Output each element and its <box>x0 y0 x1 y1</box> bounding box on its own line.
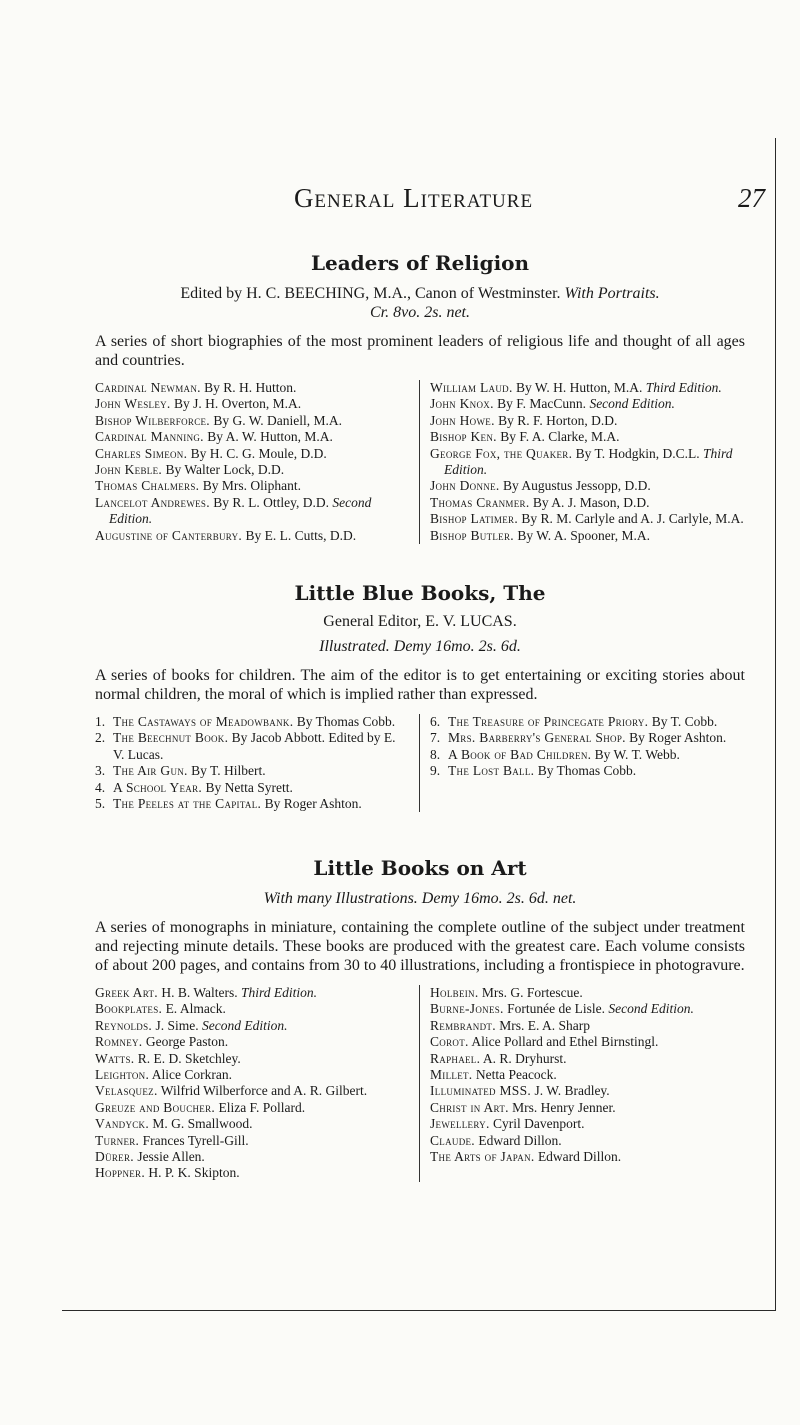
section-little-blue-books <box>95 580 745 812</box>
book-author: By R. F. Horton, D.D. <box>498 412 618 428</box>
book-edition: Second Edition. <box>608 1001 694 1017</box>
right-column <box>420 985 745 1182</box>
list-item <box>430 747 745 763</box>
list-item <box>430 1149 745 1165</box>
left-column <box>95 985 420 1182</box>
book-title: Cardinal Newman. <box>95 380 201 395</box>
book-title: John Howe. <box>430 412 495 428</box>
book-author: Fortunée de Lisle. <box>507 1001 605 1017</box>
book-author: By Roger Ashton. <box>264 796 362 812</box>
list-item <box>95 796 409 812</box>
book-title: Bishop Butler. <box>430 527 514 543</box>
list-item <box>430 1051 745 1067</box>
list-item <box>430 714 745 730</box>
book-title: Greuze and Boucher. <box>95 1099 216 1115</box>
list-item <box>430 1001 745 1017</box>
book-title: The Peeles at the Capital. <box>113 796 262 812</box>
book-title: The Air Gun. <box>113 763 188 779</box>
format-price: Cr. 8vo. 2s. net. <box>370 304 470 321</box>
item-body <box>113 730 409 763</box>
format-price: Illustrated. Demy 16mo. 2s. 6d. <box>319 638 521 655</box>
book-title: The Castaways of Meadowbank. <box>113 714 294 729</box>
right-column <box>420 714 745 812</box>
book-title: Vandyck. <box>95 1116 150 1132</box>
list-item <box>430 446 745 479</box>
book-title: Bishop Wilberforce. <box>95 412 210 428</box>
book-title: The Beechnut Book. <box>113 730 229 746</box>
book-title: A School Year. <box>113 779 203 795</box>
list-item <box>95 413 409 429</box>
book-title: William Laud. <box>430 380 513 395</box>
item-number: 3. <box>95 763 106 779</box>
book-title: Claude. <box>430 1132 475 1148</box>
list-item <box>95 380 409 396</box>
book-author: By R. M. Carlyle and A. J. Carlyle, M.A. <box>521 511 744 527</box>
book-author: By Augustus Jessopp, D.D. <box>502 478 651 494</box>
item-number: 6. <box>430 714 441 729</box>
left-column <box>95 714 420 812</box>
list-item <box>95 446 409 462</box>
book-author: By T. Cobb. <box>651 714 718 729</box>
list-item <box>95 985 409 1001</box>
item-body <box>113 796 362 812</box>
list-item <box>95 1018 409 1034</box>
book-author: Netta Peacock. <box>475 1067 557 1083</box>
list-item <box>430 1067 745 1083</box>
book-author: By F. MacCunn. <box>497 396 587 412</box>
book-author: By E. L. Cutts, D.D. <box>245 527 357 543</box>
book-author: R. E. D. Sketchley. <box>137 1050 241 1066</box>
book-title: Christ in Art. <box>430 1099 509 1115</box>
item-body <box>448 763 636 779</box>
book-title: The Lost Ball. <box>448 763 535 779</box>
item-number: 7. <box>430 730 441 746</box>
book-edition: Third Edition. <box>444 445 733 478</box>
book-author: A. R. Dryhurst. <box>482 1050 567 1066</box>
book-author: J. W. Bradley. <box>534 1083 610 1099</box>
list-item <box>95 730 409 763</box>
running-head <box>62 183 765 223</box>
book-title: Greek Art. <box>95 985 158 1000</box>
list-item <box>430 1018 745 1034</box>
book-title: Bishop Ken. <box>430 429 497 445</box>
list-item <box>430 1116 745 1132</box>
list-item <box>95 1149 409 1165</box>
book-title: Millet. <box>430 1067 473 1083</box>
list-item <box>430 985 745 1001</box>
editor-line: General Editor, E. V. LUCAS. <box>323 613 517 630</box>
list-item <box>95 1067 409 1083</box>
book-author: By T. Hodgkin, D.C.L. <box>575 445 700 461</box>
book-title: Thomas Chalmers. <box>95 478 200 494</box>
book-author: Alice Corkran. <box>151 1067 233 1083</box>
list-item <box>430 1083 745 1099</box>
section-title: Little Blue Books, The <box>294 581 546 605</box>
list-item <box>430 1133 745 1149</box>
list-item <box>430 380 745 396</box>
series-description: A series of monographs in miniature, containing the complete outline of the subject under treatment and rejecting minute details. These books are produced with the greatest care. Each volume consists of about 200 pages, and contains from 30 to 40 illustrations, including a frontispiece in photogravure. <box>95 919 745 974</box>
book-author: Alice Pollard and Ethel Birnstingl. <box>471 1034 659 1050</box>
book-title: Charles Simeon. <box>95 445 188 461</box>
list-item <box>430 413 745 429</box>
book-author: By A. W. Hutton, M.A. <box>207 429 333 445</box>
book-title: Augustine of Canterbury. <box>95 527 243 543</box>
book-author: E. Almack. <box>165 1001 226 1017</box>
list-item <box>430 478 745 494</box>
list-item <box>95 429 409 445</box>
book-edition: Second Edition. <box>201 1017 288 1033</box>
book-author: By R. H. Hutton. <box>204 380 297 395</box>
book-author: Edward Dillon. <box>478 1132 562 1148</box>
book-title: Romney. <box>95 1034 143 1050</box>
book-author: Eliza F. Pollard. <box>218 1099 306 1115</box>
list-item <box>95 1034 409 1050</box>
book-title: Hoppner. <box>95 1165 146 1181</box>
book-author: Mrs. E. A. Sharp <box>499 1017 591 1033</box>
book-author: By Roger Ashton. <box>629 730 727 746</box>
list-item <box>95 478 409 494</box>
book-author: Edward Dillon. <box>537 1149 622 1165</box>
list-item <box>430 495 745 511</box>
book-title: Illuminated MSS. <box>430 1083 532 1099</box>
book-title: Bishop Latimer. <box>430 511 519 527</box>
book-title: Cardinal Manning. <box>95 429 204 445</box>
book-author: By T. Hilbert. <box>191 763 266 779</box>
list-item <box>430 511 745 527</box>
section-little-books-on-art <box>95 855 745 1182</box>
book-author: By H. C. G. Moule, D.D. <box>190 445 327 461</box>
book-title: John Donne. <box>430 478 500 494</box>
editor-line <box>95 284 745 303</box>
item-number: 9. <box>430 763 441 779</box>
book-title: Lancelot Andrewes. <box>95 494 210 510</box>
book-title: Thomas Cranmer. <box>430 494 530 510</box>
item-number: 2. <box>95 730 106 746</box>
book-title: Rembrandt. <box>430 1017 496 1033</box>
book-author: Wilfrid Wilberforce and A. R. Gilbert. <box>160 1083 368 1099</box>
list-item <box>430 763 745 779</box>
book-author: M. G. Smallwood. <box>152 1116 253 1132</box>
book-author: By Netta Syrett. <box>205 779 293 795</box>
series-description: A series of short biographies of the most prominent leaders of religious life and thought of all ages and countries. <box>95 333 745 369</box>
book-author: By R. L. Ottley, D.D. <box>213 494 330 510</box>
item-number: 1. <box>95 714 106 729</box>
section-title: Little Books on Art <box>313 856 527 880</box>
list-item <box>95 1083 409 1099</box>
section-title: Leaders of Religion <box>310 251 530 275</box>
item-number: 4. <box>95 779 106 795</box>
list-item <box>95 1165 409 1181</box>
list-item <box>430 528 745 544</box>
book-author: By W. T. Webb. <box>594 746 680 762</box>
list-item <box>95 462 409 478</box>
book-title: Velasquez. <box>95 1083 158 1099</box>
book-title: A Book of Bad Children. <box>448 746 592 762</box>
book-title: Leighton. <box>95 1067 150 1083</box>
list-item <box>430 1034 745 1050</box>
book-edition: Second Edition. <box>589 396 675 412</box>
book-title: Bookplates. <box>95 1001 163 1017</box>
page-number: 27 <box>738 183 765 213</box>
book-author: By Thomas Cobb. <box>537 763 637 779</box>
book-author: Cyril Davenport. <box>493 1116 585 1132</box>
item-body <box>448 714 717 730</box>
item-number: 5. <box>95 796 106 812</box>
list-item <box>95 763 409 779</box>
book-title: Burne-Jones. <box>430 1001 504 1017</box>
book-edition: Second Edition. <box>109 494 372 527</box>
format-price: With many Illustrations. Demy 16mo. 2s. 6d. net. <box>263 890 577 907</box>
book-columns <box>95 714 745 812</box>
list-item <box>430 429 745 445</box>
list-item <box>430 396 745 412</box>
list-item <box>95 1001 409 1017</box>
book-author: J. Sime. <box>155 1017 199 1033</box>
book-author: By Mrs. Oliphant. <box>202 478 301 494</box>
book-author: H. P. K. Skipton. <box>148 1165 240 1181</box>
list-item <box>95 1100 409 1116</box>
book-title: John Knox. <box>430 396 494 412</box>
list-item <box>95 1116 409 1132</box>
list-item <box>430 1100 745 1116</box>
book-author: By Jacob Abbott. Edited by E. V. Lucas. <box>113 730 396 762</box>
item-body <box>113 714 395 730</box>
book-author: By Walter Lock, D.D. <box>165 462 285 478</box>
book-title: George Fox, the Quaker. <box>430 445 573 461</box>
book-columns <box>95 380 745 544</box>
book-edition: Third Edition. <box>645 380 722 395</box>
book-title: Reynolds. <box>95 1017 153 1033</box>
book-author: George Paston. <box>145 1034 229 1050</box>
book-title: Watts. <box>95 1050 135 1066</box>
item-body <box>113 780 293 796</box>
book-title: John Keble. <box>95 462 163 478</box>
left-column <box>95 380 420 544</box>
book-author: By A. J. Mason, D.D. <box>532 494 650 510</box>
book-author: By Thomas Cobb. <box>296 714 396 729</box>
book-title: Dürer. <box>95 1149 134 1165</box>
book-title: Corot. <box>430 1034 469 1050</box>
right-column <box>420 380 745 544</box>
book-title: Turner. <box>95 1132 140 1148</box>
item-body <box>113 763 266 779</box>
list-item <box>95 714 409 730</box>
section-leaders-of-religion <box>95 250 745 544</box>
list-item <box>95 396 409 412</box>
book-title: Holbein. <box>430 985 479 1000</box>
book-title: Raphael. <box>430 1050 481 1066</box>
portraits-note: With Portraits. <box>564 285 660 302</box>
item-number: 8. <box>430 746 441 762</box>
item-body <box>448 730 726 746</box>
book-columns <box>95 985 745 1182</box>
book-author: Frances Tyrell-Gill. <box>142 1132 249 1148</box>
book-author: By G. W. Daniell, M.A. <box>213 412 342 428</box>
list-item <box>95 495 409 528</box>
book-author: Mrs. Henry Jenner. <box>512 1099 616 1115</box>
book-author: By J. H. Overton, M.A. <box>173 396 302 412</box>
book-title: Mrs. Barberry's General Shop. <box>448 730 626 746</box>
book-author: By W. A. Spooner, M.A. <box>517 527 650 543</box>
series-description: A series of books for children. The aim of the editor is to get entertaining or exciting stories about normal children, the moral of which is implied rather than expressed. <box>95 667 745 703</box>
book-author: By W. H. Hutton, M.A. <box>516 380 643 395</box>
book-title: Jewellery. <box>430 1116 490 1132</box>
item-body <box>448 747 680 763</box>
book-author: Jessie Allen. <box>137 1149 205 1165</box>
list-item <box>95 528 409 544</box>
list-item <box>95 1133 409 1149</box>
book-title: The Treasure of Princegate Priory. <box>448 714 649 729</box>
list-item <box>430 730 745 746</box>
book-title: The Arts of Japan. <box>430 1149 535 1165</box>
book-title: John Wesley. <box>95 396 171 412</box>
book-author: Mrs. G. Fortescue. <box>481 985 583 1000</box>
book-author: By F. A. Clarke, M.A. <box>500 429 620 445</box>
running-title: General Literature <box>293 183 534 213</box>
editor-text: Edited by H. C. BEECHING, M.A., Canon of Westminster. <box>180 285 561 302</box>
book-edition: Third Edition. <box>241 985 318 1000</box>
book-author: H. B. Walters. <box>161 985 238 1000</box>
list-item <box>95 1051 409 1067</box>
list-item <box>95 780 409 796</box>
